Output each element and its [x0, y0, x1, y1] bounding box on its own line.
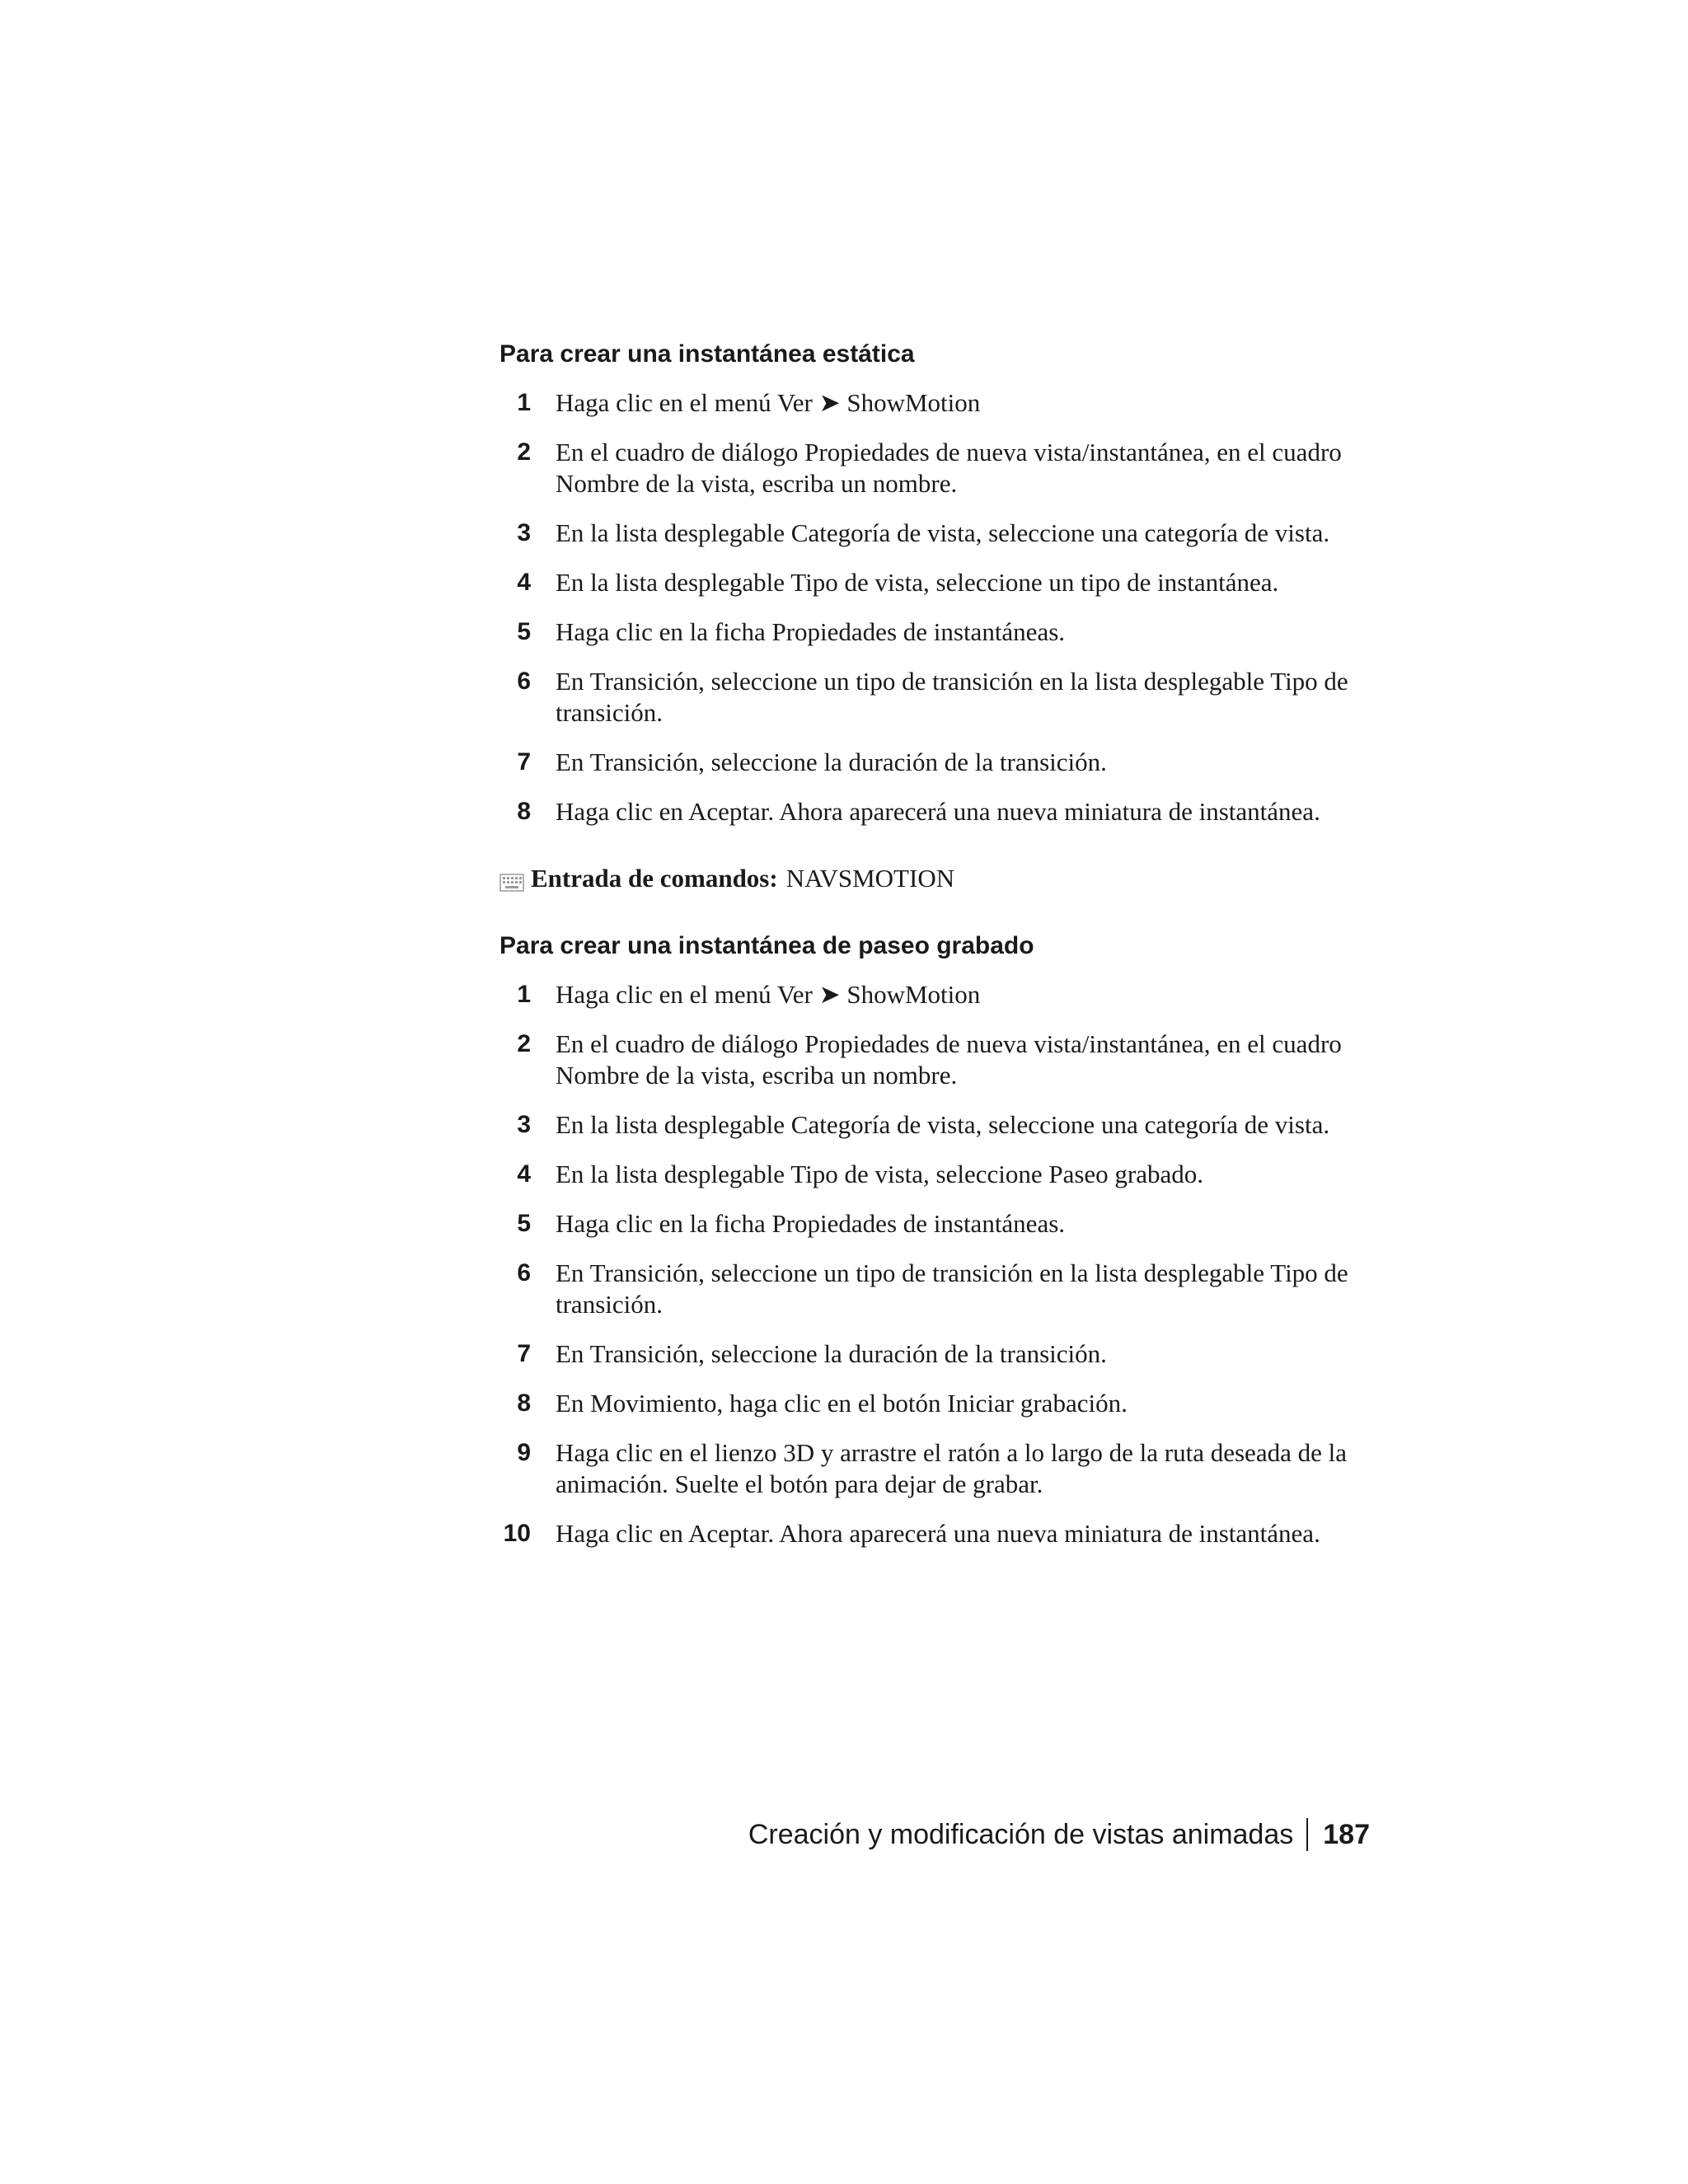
list-item: [499, 1029, 1373, 1091]
step-text: En Movimiento, haga clic en el botón Iniciar grabación.: [556, 1389, 1128, 1418]
steps-list: [499, 387, 1373, 827]
step-number: 7: [517, 748, 531, 776]
page-content: [499, 338, 1373, 1568]
command-entry: [499, 862, 1373, 895]
step-text: Haga clic en la ficha Propiedades de instantáneas.: [556, 617, 1066, 646]
step-number: 8: [517, 798, 531, 825]
section-static-snapshot: [499, 338, 1373, 827]
list-item: [499, 1109, 1373, 1141]
chapter-title: Creación y modificación de vistas animadas: [748, 1819, 1294, 1850]
list-item: [499, 1518, 1373, 1549]
step-number: 2: [517, 438, 531, 466]
step-number: 6: [517, 1259, 531, 1286]
step-number: 2: [517, 1030, 531, 1057]
list-item: [499, 1338, 1373, 1370]
list-item: [499, 979, 1373, 1010]
list-item: [499, 616, 1373, 648]
step-text: Haga clic en Aceptar. Ahora aparecerá una nueva miniatura de instantánea.: [556, 797, 1320, 826]
list-item: [499, 1388, 1373, 1419]
section-recorded-walk: [499, 930, 1373, 1549]
list-item: [499, 796, 1373, 827]
step-number: 3: [517, 519, 531, 546]
step-text: Haga clic en el menú Ver ➤ ShowMotion: [556, 388, 981, 417]
step-text: En la lista desplegable Categoría de vista, seleccione una categoría de vista.: [556, 1110, 1330, 1139]
command-label: Entrada de comandos:: [531, 864, 778, 893]
step-number: 6: [517, 668, 531, 695]
list-item: [499, 1159, 1373, 1190]
footer-divider: [1306, 1818, 1308, 1851]
step-text: En el cuadro de diálogo Propiedades de nueva vista/instantánea, en el cuadro Nombre de la vista, escriba un nombre.: [556, 438, 1342, 498]
list-item: [499, 1437, 1373, 1500]
list-item: [499, 666, 1373, 729]
step-number: 3: [517, 1111, 531, 1138]
step-number: 5: [517, 1210, 531, 1237]
section-heading: Para crear una instantánea de paseo grabado: [499, 932, 1034, 959]
list-item: [499, 1258, 1373, 1320]
step-text: En Transición, seleccione un tipo de transición en la lista desplegable Tipo de transición.: [556, 1258, 1348, 1319]
step-number: 10: [503, 1520, 531, 1547]
step-text: En la lista desplegable Tipo de vista, seleccione Paseo grabado.: [556, 1160, 1204, 1188]
page-footer: [748, 1816, 1370, 1853]
list-item: [499, 518, 1373, 549]
step-text: Haga clic en el menú Ver ➤ ShowMotion: [556, 980, 981, 1009]
step-number: 4: [517, 1160, 531, 1188]
step-text: En Transición, seleccione un tipo de transición en la lista desplegable Tipo de transición.: [556, 667, 1348, 727]
step-text: En Transición, seleccione la duración de la transición.: [556, 748, 1107, 776]
step-number: 5: [517, 618, 531, 645]
step-text: En Transición, seleccione la duración de la transición.: [556, 1339, 1107, 1368]
step-number: 7: [517, 1340, 531, 1367]
page-number: 187: [1323, 1819, 1370, 1850]
step-number: 4: [517, 569, 531, 596]
step-number: 9: [517, 1439, 531, 1466]
section-heading: Para crear una instantánea estática: [499, 340, 915, 368]
step-number: 8: [517, 1390, 531, 1417]
list-item: [499, 387, 1373, 419]
command-value: NAVSMOTION: [785, 864, 955, 893]
list-item: [499, 567, 1373, 598]
step-text: Haga clic en Aceptar. Ahora aparecerá una nueva miniatura de instantánea.: [556, 1519, 1320, 1548]
steps-list: [499, 979, 1373, 1549]
step-number: 1: [517, 389, 531, 416]
step-text: Haga clic en el lienzo 3D y arrastre el ratón a lo largo de la ruta deseada de la animación. Suelte el botón para dejar de grabar.: [556, 1438, 1347, 1498]
keyboard-icon: [499, 867, 524, 885]
step-text: En el cuadro de diálogo Propiedades de nueva vista/instantánea, en el cuadro Nombre de la vista, escriba un nombre.: [556, 1029, 1342, 1090]
list-item: [499, 1208, 1373, 1240]
list-item: [499, 437, 1373, 499]
step-text: Haga clic en la ficha Propiedades de instantáneas.: [556, 1209, 1066, 1238]
step-text: En la lista desplegable Tipo de vista, seleccione un tipo de instantánea.: [556, 568, 1279, 597]
step-text: En la lista desplegable Categoría de vista, seleccione una categoría de vista.: [556, 518, 1330, 547]
list-item: [499, 747, 1373, 778]
step-number: 1: [517, 981, 531, 1008]
